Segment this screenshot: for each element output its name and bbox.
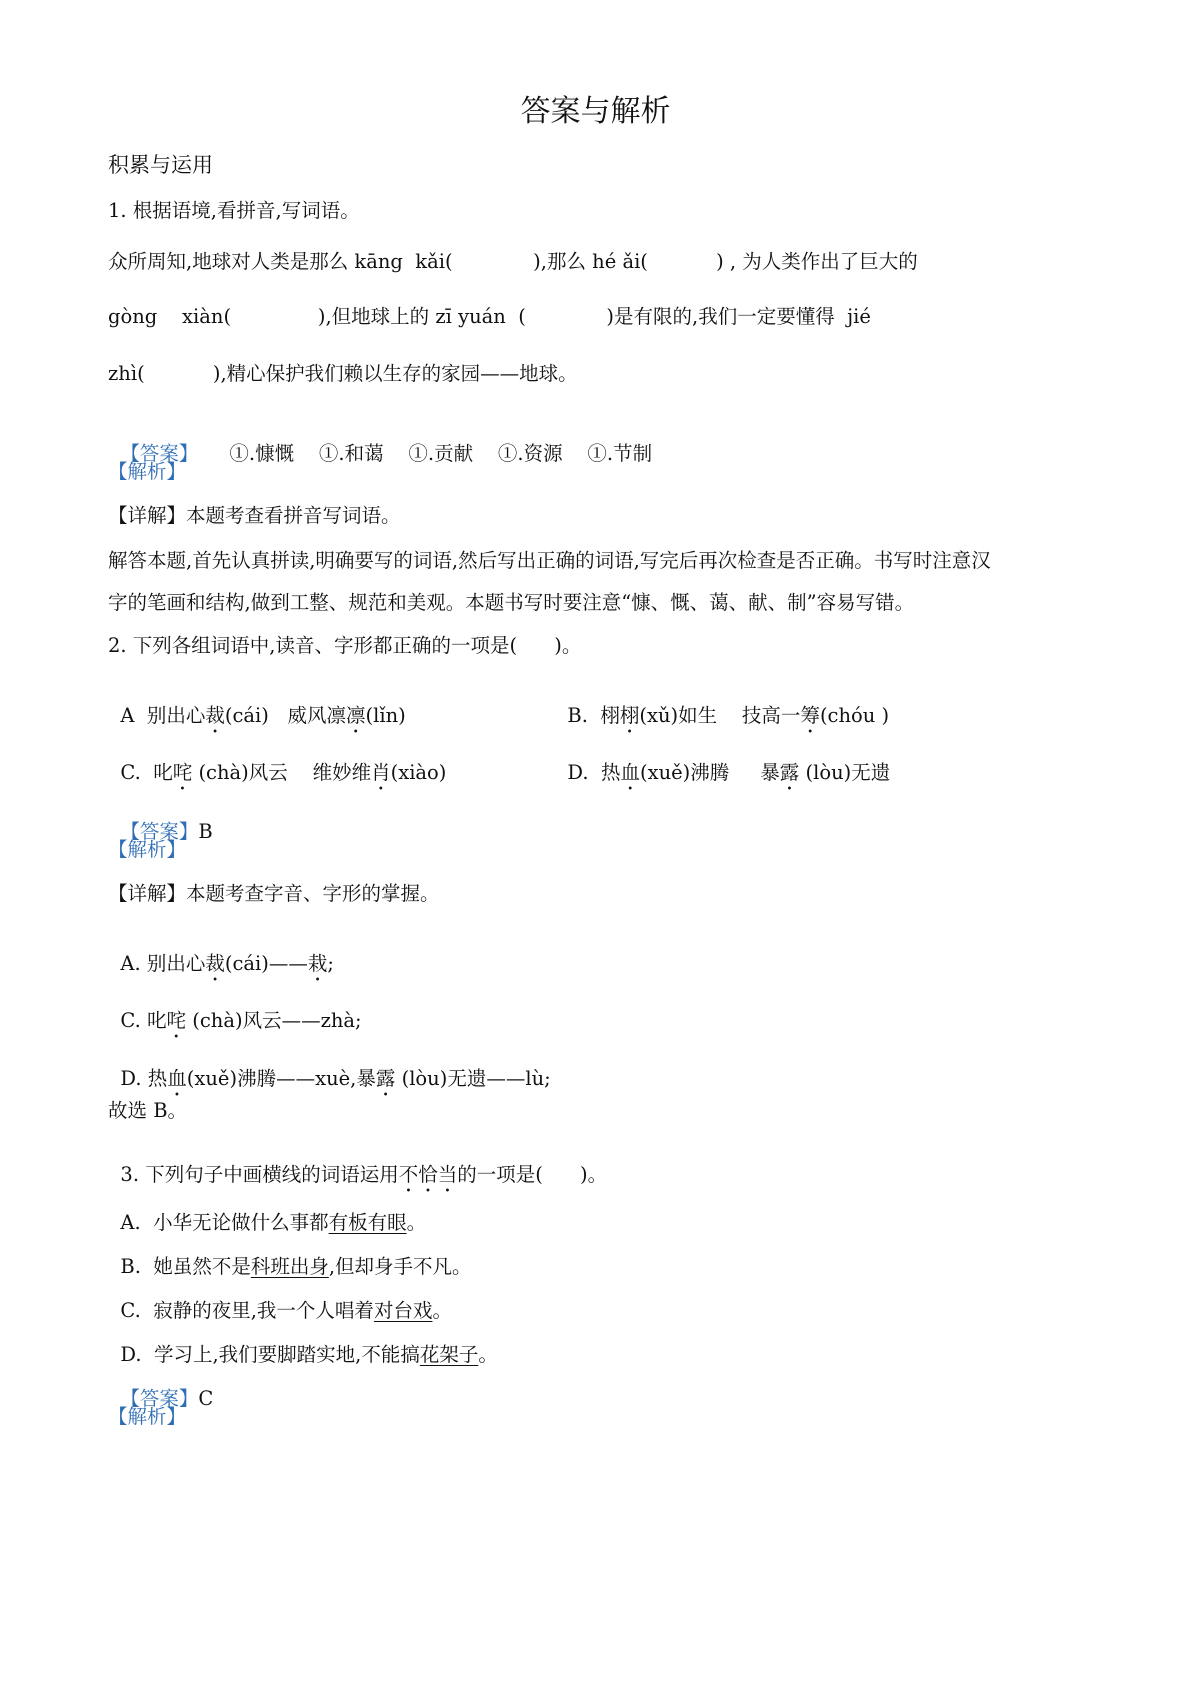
q3-answer: C	[198, 1387, 214, 1410]
q3-analysis-tag: 【解析】	[108, 1405, 187, 1428]
q1-answer-5: ①.节制	[587, 442, 653, 465]
q1-answer-row	[108, 415, 652, 467]
q1-answer-1: ①.慷慨	[229, 442, 295, 465]
q2-analysis-tag: 【解析】	[108, 838, 187, 861]
q1-line-3: zhì( ),精心保护我们赖以生存的家园——地球。	[108, 362, 578, 385]
q2-answer: B	[198, 820, 213, 843]
q2-conclusion: 故选 B。	[108, 1099, 188, 1122]
q3-option-b: B. 她虽然不是科班出身,但却身手不凡。	[120, 1255, 472, 1278]
q1-explanation-2: 字的笔画和结构,做到工整、规范和美观。本题书写时要注意“慷、慨、蔼、献、制”容易写错。	[108, 591, 915, 614]
q2-analysis-c: C. 叱咤 (chà)风云——zhà;	[120, 1009, 362, 1032]
q3-option-c: C. 寂静的夜里,我一个人唱着对台戏。	[120, 1299, 452, 1322]
q3-option-a: A. 小华无论做什么事都有板有眼。	[120, 1211, 427, 1234]
q2-option-c: C. 叱咤 (chà)风云 维妙维肖(xiào)	[120, 761, 447, 784]
answer-tag: 【答案】	[120, 442, 199, 465]
q3-option-d: D. 学习上,我们要脚踏实地,不能搞花架子。	[120, 1343, 498, 1366]
q1-detail: 【详解】本题考查看拼音写词语。	[108, 504, 401, 527]
answer-tag: 【答案】	[120, 1387, 199, 1410]
q3-stem: 3. 下列句子中画横线的词语运用不恰当的一项是( )。	[120, 1163, 608, 1186]
q1-analysis-tag: 【解析】	[108, 460, 187, 483]
q1-line-2: gòng xiàn( ),但地球上的 zī yuán ( )是有限的,我们一定要懂得 jié	[108, 305, 871, 328]
q1-explanation-1: 解答本题,首先认真拼读,明确要写的词语,然后写出正确的词语,写完后再次检查是否正确。书写时注意汉	[108, 549, 991, 572]
q1-line-1: 众所周知,地球对人类是那么 kāng kǎi( ),那么 hé ǎi( ) , 为人类作出了巨大的	[108, 250, 918, 273]
page-title: 答案与解析	[520, 94, 671, 129]
q1-answer-4: ①.资源	[497, 442, 563, 465]
q2-option-a: A 别出心裁(cái) 威风凛凛(lǐn)	[120, 704, 406, 727]
q2-option-b: B. 栩栩(xǔ)如生 技高一筹(chóu )	[567, 704, 890, 727]
q1-answer-3: ①.贡献	[408, 442, 474, 465]
answer-tag: 【答案】	[120, 820, 199, 843]
q1-answer-2: ①.和蔼	[318, 442, 384, 465]
section-heading: 积累与运用	[108, 153, 213, 177]
q2-option-d: D. 热血(xuě)沸腾 暴露 (lòu)无遗	[567, 761, 891, 784]
q1-stem: 1. 根据语境,看拼音,写词语。	[108, 199, 360, 222]
q2-analysis-a: A. 别出心裁(cái)——栽;	[120, 952, 334, 975]
q2-detail: 【详解】本题考查字音、字形的掌握。	[108, 882, 440, 905]
q2-stem: 2. 下列各组词语中,读音、字形都正确的一项是( )。	[108, 634, 582, 657]
q2-analysis-d: D. 热血(xuě)沸腾——xuè,暴露 (lòu)无遗——lù;	[120, 1067, 551, 1090]
